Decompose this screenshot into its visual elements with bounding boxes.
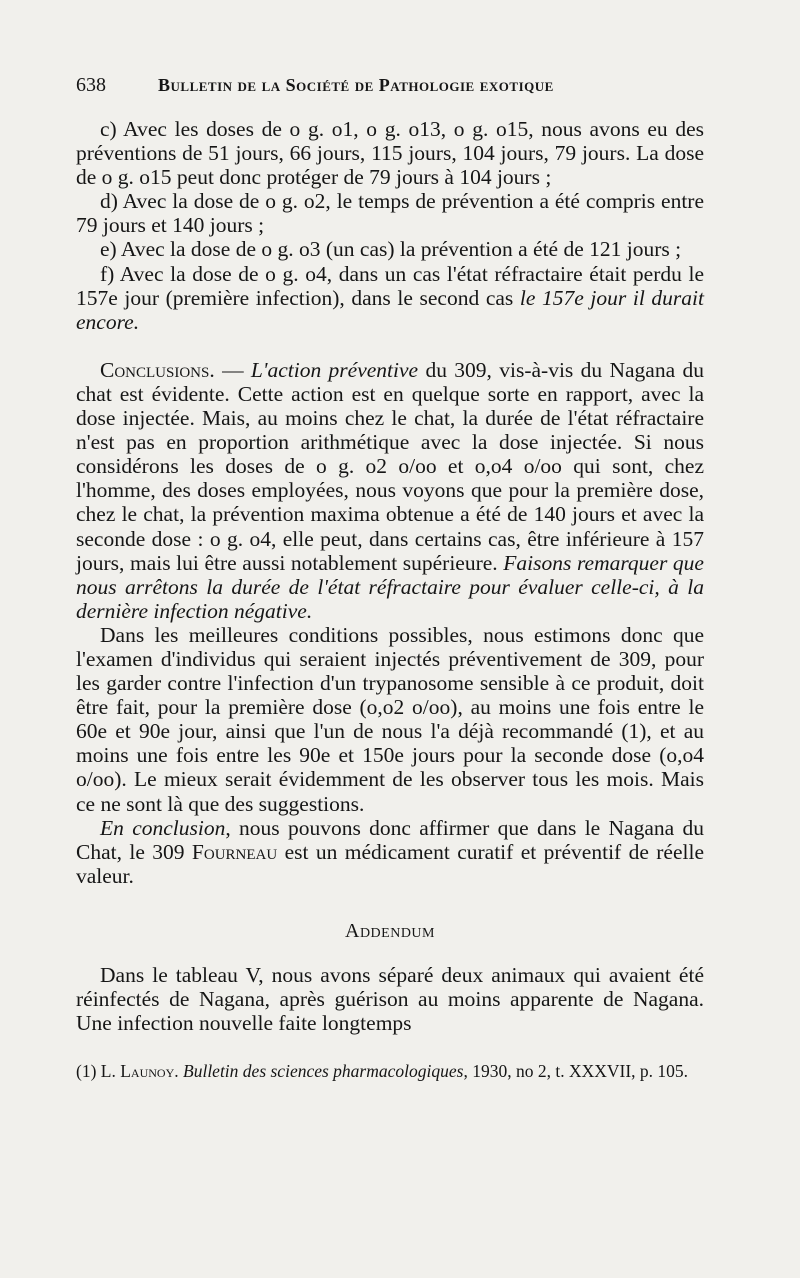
- paragraph-f-italic: le 157e jour il durait encore.: [76, 285, 704, 334]
- addendum-title: Addendum: [345, 919, 435, 942]
- final-conclusion-end: est un médicament curatif et préventif de réelle valeur.: [76, 839, 705, 888]
- final-conclusion-text: , nous pouvons donc affirmer que dans le Nagana du Chat, le 309: [76, 815, 704, 864]
- paragraph-e: e) Avec la dose de o g. o3 (un cas) la prévention a été de 121 jours ;: [100, 237, 682, 262]
- final-conclusion-paragraph: [76, 816, 704, 888]
- footnote-reference: , 1930, no 2, t. XXXVII, p. 105.: [463, 1061, 689, 1082]
- running-head: [76, 74, 704, 97]
- section-gap: [76, 334, 704, 358]
- conclusions-emphasis: L'action préventive: [250, 357, 419, 382]
- conclusions-paragraph: [76, 358, 704, 623]
- conclusions-italic: Faisons remarquer que nous arrêtons la durée de l'état réfractaire pour évaluer celle-ci, à la dernière infection négative.: [76, 550, 704, 623]
- footnote-marker: (1) L.: [76, 1061, 121, 1082]
- page-number: 638: [76, 74, 106, 96]
- footnote-author: Launoy: [120, 1061, 175, 1082]
- conclusions-heading: Conclusions. —: [100, 357, 251, 382]
- body-text: [76, 117, 704, 1035]
- paragraph-f-text: f) Avec la dose de o g. o4, dans un cas l'état réfractaire était perdu le 157e jour (première infection), dans le second cas: [76, 261, 704, 310]
- final-conclusion-emphasis: En conclusion: [100, 815, 226, 840]
- fourneau-name: Fourneau: [191, 839, 278, 864]
- footnote: [76, 1061, 704, 1081]
- recommendation-paragraph: Dans les meilleures conditions possibles, nous estimons donc que l'examen d'individus qui seraient injectés préventivement de 309, pour les garder contre l'infection d'un trypanosome sensible à ce produit, doit être fait, pour la première dose (o,o2 o/oo), au moins une fois entre le 60e et 90e jour, ainsi que l'un de nous l'a déjà recommandé (1), et au moins une fois entre les 90e et 150e jours pour la seconde dose (o,o4 o/oo). Le mieux serait évidemment de les observer tous les mois. Mais ce ne sont là que des suggestions.: [76, 622, 704, 816]
- footnote-separator: .: [174, 1061, 184, 1082]
- conclusions-text: du 309, vis-à-vis du Nagana du chat est évidente. Cette action est en quelque sorte en rapport, avec la dose injectée. Mais, au moins chez le chat, la durée de l'état réfractaire n'est pas en proportion arithmétique avec la dose injectée. Si nous considérons les doses de o g. o2 o/oo et o,o4 o/oo qui sont, chez l'homme, des doses employées, nous voyons que pour la première dose, chez le chat, la prévention maxima obtenue a été de 140 jours et avec la seconde dose : o g. o4, elle peut, dans certains cas, être inférieure à 157 jours, mais lui être aussi notablement supérieure.: [76, 357, 704, 575]
- addendum-paragraph: Dans le tableau V, nous avons séparé deux animaux qui avaient été réinfectés de Nagana, après guérison au moins apparente de Nagana. Une infection nouvelle faite longtemps: [76, 962, 704, 1036]
- footnote-journal: Bulletin des sciences pharmacologiques: [183, 1061, 464, 1082]
- paragraph-c: c) Avec les doses de o g. o1, o g. o13, o g. o15, nous avons eu des préventions de 51 jours, 66 jours, 115 jours, 104 jours, 79 jours. La dose de o g. o15 peut donc protéger de 79 jours à 104 jours ;: [76, 117, 704, 190]
- journal-title: Bulletin de la Société de Pathologie exotique: [158, 75, 554, 95]
- paragraph-f: [76, 262, 704, 334]
- paragraph-d: d) Avec la dose de o g. o2, le temps de prévention a été compris entre 79 jours et 140 jours ;: [76, 189, 704, 238]
